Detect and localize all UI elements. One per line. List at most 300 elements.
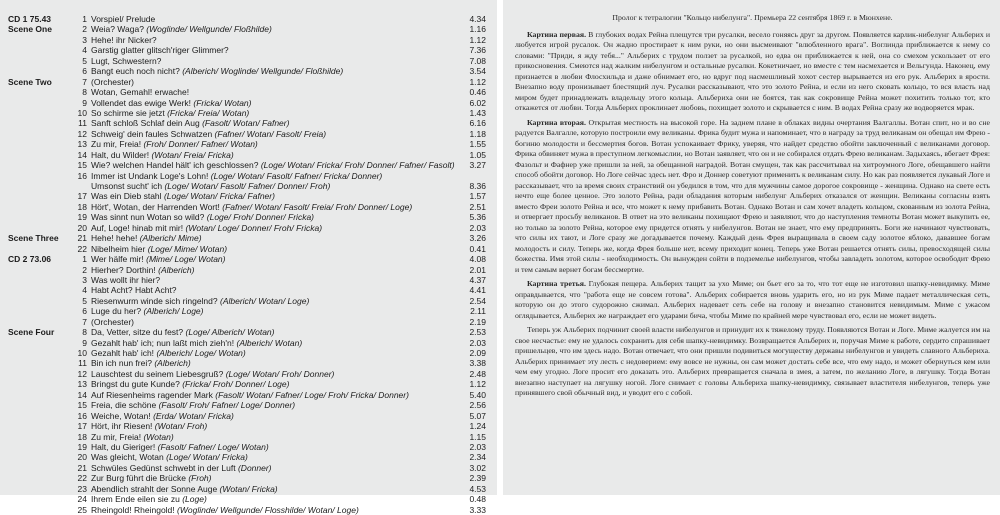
track-number: 20 (77, 452, 87, 463)
track-title-wrap (91, 56, 161, 66)
track-number: 3 (82, 34, 87, 45)
track-row (8, 233, 486, 243)
track-title-wrap (91, 358, 191, 368)
track-roles: (Wotan/ Fricka) (219, 483, 278, 494)
track-title: Bringst du gute Kunde? (91, 379, 180, 390)
scene-heading: Картина третья. (527, 279, 586, 288)
track-number: 3 (82, 274, 87, 285)
track-number: 1 (82, 14, 87, 24)
track-roles: (Loge/ Wotan/ Fricka/ Froh/ Donner/ Fafner/ Fasolt) (260, 160, 455, 171)
track-row (8, 87, 486, 97)
track-number: 14 (77, 149, 87, 160)
track-title-wrap (91, 108, 249, 118)
track-roles: (Froh/ Donner/ Fafner/ Wotan) (143, 139, 258, 150)
track-row (8, 390, 486, 400)
track-title-wrap (91, 77, 134, 87)
track-number: 16 (77, 170, 87, 181)
track-duration: 2.54 (469, 295, 486, 306)
track-duration: 2.19 (469, 316, 486, 327)
track-roles: (Wotan/ Froh) (154, 421, 208, 432)
track-row (8, 24, 486, 34)
track-title-wrap (91, 505, 359, 515)
track-number: 5 (82, 295, 87, 306)
track-number: 10 (77, 107, 87, 118)
track-number: 7 (82, 316, 87, 327)
track-row (8, 473, 486, 483)
track-title-wrap (91, 171, 382, 181)
track-roles: (Fricka/ Froh/ Donner/ Loge) (182, 379, 290, 390)
track-title: Hehe! hehe! (91, 233, 138, 244)
section-label (8, 24, 70, 34)
track-row (8, 285, 486, 295)
track-title: Abendlich strahlt der Sonne Auge (91, 483, 218, 494)
synopsis-paragraph (515, 279, 990, 321)
track-title: Umsonst sucht' ich (91, 181, 163, 191)
track-roles: (Fricka/ Wotan) (193, 97, 252, 108)
track-title: (Orchester) (91, 316, 134, 327)
track-title: Wie? welchen Handel hält' ich geschlossen? (91, 160, 259, 171)
track-title-wrap (91, 45, 229, 55)
cd-duration: 75.43 (29, 14, 52, 24)
track-row (8, 505, 486, 515)
track-title-wrap (91, 390, 409, 400)
track-title: Was wollt ihr hier? (91, 274, 161, 285)
track-number: 20 (77, 222, 87, 233)
track-row (8, 56, 486, 66)
track-number: 5 (82, 55, 87, 66)
track-number: 19 (77, 441, 87, 452)
track-number: 11 (78, 358, 87, 369)
track-title: Was ein Dieb stahl (91, 191, 162, 202)
track-title-wrap (91, 400, 295, 410)
track-row (8, 45, 486, 55)
track-row (8, 77, 486, 87)
track-duration: 0.41 (469, 243, 486, 254)
track-roles: (Alberich) (154, 358, 191, 369)
track-roles: (Alberich) (158, 264, 195, 275)
track-roles: (Wotan/ Freia/ Fricka) (151, 149, 234, 160)
section-label (8, 14, 70, 24)
track-number: 24 (77, 494, 87, 505)
track-row (8, 191, 486, 201)
track-row (8, 338, 486, 348)
track-number: 8 (82, 327, 87, 338)
track-title-wrap (91, 202, 412, 212)
track-duration: 3.27 (469, 160, 486, 171)
track-title: Gezahlt hab' ich; nun laßt mich zieh'n! (91, 337, 235, 348)
track-row (8, 139, 486, 149)
track-title-wrap (91, 14, 155, 24)
track-title-wrap (91, 129, 326, 139)
track-roles: (Alberich/ Woglinde/ Wellgunde/ Floßhilde) (182, 66, 344, 77)
track-title: Wer hälfe mir! (91, 254, 144, 265)
track-number: 15 (77, 160, 87, 171)
track-title: (Orchester) (91, 76, 134, 87)
track-duration: 1.55 (469, 139, 486, 150)
track-duration: 4.08 (469, 254, 486, 265)
track-row (8, 254, 486, 264)
track-roles: (Loge/ Alberich/ Wotan) (185, 327, 275, 338)
track-roles: (Fasolt/ Froh/ Fafner/ Loge/ Donner) (158, 400, 296, 411)
track-duration: 3.02 (469, 462, 486, 473)
track-title: Was gleicht, Wotan (91, 452, 164, 463)
track-title-wrap (91, 275, 160, 285)
track-roles: (Wotan/ Loge/ Donner/ Froh/ Fricka) (185, 222, 323, 233)
track-row (8, 432, 486, 442)
track-row (8, 275, 486, 285)
track-roles: (Fafner/ Wotan/ Fasolt/ Freia) (214, 128, 327, 139)
track-roles: (Fasolt/ Wotan/ Fafner) (202, 118, 290, 129)
track-roles: (Loge/ Wotan/ Fricka/ Fafner) (163, 191, 275, 202)
track-title: Immer ist Undank Loge's Lohn! (91, 170, 209, 181)
track-number: 13 (77, 379, 87, 390)
track-title-wrap (91, 463, 272, 473)
track-roles: (Loge/ Mime/ Wotan) (147, 243, 228, 254)
track-roles: (Woglinde/ Wellgunde/ Floßhilde) (146, 24, 272, 35)
track-row (8, 223, 486, 233)
track-title-wrap (91, 306, 204, 316)
track-duration: 2.01 (469, 264, 486, 275)
track-title-wrap (91, 494, 207, 504)
track-title-wrap (91, 338, 302, 348)
paragraph-text: В глубоких водах Рейна плещутся три русалки, весело гоняясь друг за другом. Появляется карлик-нибелунг Альберих и любуется игрой русалок. Он жадно простирает к ним руки, но они высмеивают "влюбленного врага". Воглинда приближается к нему со словами: "Приди, я жду тебя..." Альберих с трудом ползет за русалкой, но едва он приближается к ней, она со смехом ускользает от его прикосновения. Смеются над жалким нибелунгом и остальные русалки. Кокетничает, но вместе с тем насмехается и Вельгунда. Наконец, ему признается в любви Флосхильда и даже обнимает его, но вдруг под насмешливый хохот сестер вырывается из его рук. Альберих в ярости. Внезапно воду пронизывает блестящий луч. Русалки рассказывают, что это золото Рейна, и если из него сковать кольцо, то вся власть над миром будет принадлежать владельцу этого кольца. Альбериха они не боятся, так как сокровище Рейна может похитить только тот, кто откажется от любви. Тогда Альберих проклинает любовь, похищает золото и скрывается с ним. В водах Рейна сразу же водворяется мрак. (515, 29, 990, 112)
track-title: Wotan, Gemahl! erwache! (91, 87, 190, 98)
track-row (8, 98, 486, 108)
track-roles: (Alberich/ Mime) (139, 233, 202, 244)
track-title-wrap (91, 35, 157, 45)
track-roles: (Froh) (188, 473, 212, 484)
track-title-wrap (91, 317, 134, 327)
track-row (8, 296, 486, 306)
track-roles: (Loge/ Wotan/ Fricka) (166, 452, 248, 463)
track-duration: 4.34 (469, 14, 486, 24)
track-title: Halt, du Wilder! (91, 149, 150, 160)
track-duration: 2.48 (469, 368, 486, 379)
track-row (8, 108, 486, 118)
track-duration: 1.05 (469, 149, 486, 160)
track-row (8, 202, 486, 212)
track-duration: 5.40 (469, 389, 486, 400)
track-duration: 4.37 (469, 274, 486, 285)
track-number: 18 (77, 201, 87, 212)
track-title-wrap (91, 285, 177, 295)
track-duration: 1.24 (469, 421, 486, 432)
track-row (8, 150, 486, 160)
track-duration: 4.53 (469, 483, 486, 494)
track-duration: 2.11 (470, 306, 486, 317)
track-title: Weiche, Wotan! (91, 410, 151, 421)
scene-heading: Картина вторая. (527, 117, 586, 127)
track-number: 21 (77, 233, 87, 244)
track-duration: 2.34 (469, 452, 486, 463)
track-row (8, 463, 486, 473)
track-title-wrap (91, 87, 189, 97)
track-duration: 1.16 (469, 24, 486, 35)
track-row (8, 306, 486, 316)
track-row (8, 66, 486, 76)
track-roles: (Woglinde/ Wellgunde/ Flosshilde/ Wotan/ Loge) (177, 504, 359, 515)
track-number: 10 (77, 348, 87, 358)
track-row (8, 421, 486, 431)
synopsis-paragraph (515, 118, 990, 276)
track-duration: 7.36 (469, 45, 486, 56)
track-title: Hehe! ihr Nicker? (91, 34, 157, 45)
track-duration: 1.57 (469, 191, 486, 202)
synopsis-paragraph (515, 30, 990, 114)
track-row (8, 379, 486, 389)
track-title-wrap (91, 484, 278, 494)
track-title: Lugt, Schwestern? (91, 55, 162, 66)
paragraph-text: Глубокая пещера. Альберих тащит за ухо Миме; он бьет его за то, что тот еще не изготовил шапку-невидимку. Миме оправдывается, что "работа еще не совсем готова". Альберих собирается вновь ударить его, но из рук Миме падает металлическая сеть, которую он до этого судорожно сжимал. Альберих надевает сеть себе на голову и внезапно становится невидимым. Миме с ужасом оглядывается, Альберих же награждает его ударами бича, чтобы Миме по крайней мере чувствовал его, если не может видеть. (515, 279, 991, 320)
track-row (8, 400, 486, 410)
track-title: Luge du her? (91, 306, 142, 317)
track-row (8, 212, 486, 222)
track-number: 13 (77, 139, 87, 150)
track-title-wrap (91, 369, 334, 379)
track-title: Hört', Wotan, der Harrenden Wort! (91, 201, 220, 212)
track-title: Gezahlt hab' ich! (91, 348, 155, 358)
track-title-wrap (91, 473, 211, 483)
track-duration: 1.18 (469, 128, 486, 139)
track-title: Zu mir, Freia! (91, 139, 142, 150)
tracklist-page (0, 0, 497, 515)
track-title: Auf, Loge! hinab mit mir! (91, 222, 184, 233)
section-name: Scene Three (8, 233, 59, 244)
track-title: Halt, du Gieriger! (91, 441, 156, 452)
track-number: 19 (77, 212, 87, 223)
track-title-wrap (91, 296, 309, 306)
track-number: 4 (82, 45, 87, 56)
track-duration: 1.12 (469, 76, 486, 87)
track-number: 22 (77, 243, 87, 254)
cd-duration: 73.06 (29, 254, 52, 265)
track-duration: 5.07 (469, 410, 486, 421)
track-title-wrap (91, 66, 343, 76)
track-title: Schwüles Gedünst schwebt in der Luft (91, 462, 236, 473)
scene-heading: Картина первая. (527, 29, 587, 39)
track-title-wrap (91, 244, 227, 254)
section-name: CD 1 (8, 14, 28, 24)
track-row (8, 484, 486, 494)
track-row (8, 369, 486, 379)
track-duration: 3.26 (469, 233, 486, 244)
section-label (8, 254, 70, 264)
track-title-wrap (91, 212, 314, 222)
track-duration: 6.16 (469, 118, 486, 129)
track-title: Zur Burg führt die Brücke (91, 473, 186, 484)
paragraph-text: Теперь уж Альберих подчинит своей власти нибелунгов и принудит их к тяжелому труду. Появляются Вотан и Логе. Миме жалуется им на свое несчастье: ему не удалось сохранить для себя шапку-невидимку. Возвращается Альберих и, поручая Миме к работе, сердито спрашивает пришельцев, что им здесь надо. Вотан отвечает, что они пришли подивиться могуществу державы нибелунгов и увидеть славного Альбериха. Альберих принимает эту лесть с недоверием: ему вовсе не нужны, он сам может достать себе все, что ему надо, и может обернуться кем или чем ему угодно. Логе просит его доказать это. Альберих превращается сначала в змея, а затем, по желанию Логе, в лягушку. Тогда Вотан внезапно наступает на лягушку ногой. Логе снимает с головы Альбериха шапку-невидимку, связывает властителя нибелунгов, теперь уже принявшего свой обычный вид, и уводит его с собой. (515, 325, 990, 397)
track-title-wrap (91, 150, 234, 160)
track-title-wrap (91, 139, 258, 149)
track-duration: 2.03 (469, 337, 486, 348)
track-duration: 6.02 (469, 97, 486, 108)
synopsis-body (515, 30, 990, 399)
track-duration: 2.03 (469, 222, 486, 233)
section-label (8, 77, 70, 87)
track-title: Vollendet das ewige Werk! (91, 97, 192, 108)
track-duration: 2.51 (469, 201, 486, 212)
track-title: Da, Vetter, sitze du fest? (91, 327, 184, 338)
track-title: Bin ich nun frei? (91, 358, 152, 369)
track-duration: 2.56 (469, 400, 486, 411)
track-number: 17 (77, 421, 87, 432)
track-row (8, 118, 486, 128)
track-duration: 2.39 (469, 473, 486, 484)
track-title-wrap (91, 421, 207, 431)
track-title-wrap (91, 327, 275, 337)
section-name: Scene Four (8, 327, 55, 338)
track-row (8, 442, 486, 452)
track-roles: (Loge/ Froh/ Donner/ Fricka) (206, 212, 314, 223)
track-title-wrap (91, 265, 194, 275)
track-roles: (Erda/ Wotan/ Fricka) (153, 410, 234, 421)
track-title-wrap (91, 191, 275, 201)
track-title-wrap (91, 160, 455, 170)
track-number: 7 (82, 76, 87, 87)
track-title-wrap (91, 181, 330, 191)
track-duration: 1.43 (469, 107, 486, 118)
track-title: Lauschtest du seinem Liebesgruß? (91, 368, 224, 379)
track-roles: (Wotan) (143, 431, 174, 442)
track-number: 2 (82, 24, 87, 35)
track-roles: (Fasolt/ Wotan/ Fafner/ Loge/ Froh/ Fricka/ Donner) (215, 389, 409, 400)
track-number: 1 (82, 254, 87, 265)
track-title: Sanft schloß Schlaf dein Aug (91, 118, 200, 129)
track-roles: (Alberich/ Wotan) (236, 337, 303, 348)
track-title: Was sinnt nun Wotan so wild? (91, 212, 205, 223)
track-duration: 1.12 (469, 34, 486, 45)
track-title-wrap (91, 442, 269, 452)
track-title: Garstig glatter glitsch'riger Glimmer? (91, 45, 229, 56)
track-title: Nibelheim hier (91, 243, 146, 254)
track-number: 12 (77, 128, 87, 139)
section-name: CD 2 (8, 254, 28, 265)
track-title: Rheingold! Rheingold! (91, 504, 175, 515)
track-title-wrap (91, 411, 234, 421)
track-title-wrap (91, 233, 202, 243)
track-number: 14 (77, 389, 87, 400)
tracklist (8, 14, 486, 515)
track-duration: 7.08 (469, 55, 486, 66)
track-number: 18 (77, 431, 87, 442)
track-title: Habt Acht? Habt Acht? (91, 285, 177, 296)
track-title-wrap (91, 254, 226, 264)
track-title: Zu mir, Freia! (91, 431, 142, 442)
track-roles: (Alberich/ Wotan/ Loge) (220, 295, 310, 306)
track-roles: (Fafner/ Wotan/ Fasolt/ Freia/ Froh/ Donner/ Loge) (222, 201, 413, 212)
track-duration: 2.03 (469, 441, 486, 452)
track-roles: (Loge) (182, 494, 207, 505)
track-number: 9 (82, 337, 87, 348)
section-name: Scene One (8, 24, 52, 35)
synopsis-intro: Пролог к тетралогии "Кольцо нибелунга". Премьера 22 сентября 1869 г. в Мюнхене. (612, 13, 893, 22)
track-duration: 3.33 (469, 504, 486, 515)
track-title-wrap (91, 452, 248, 462)
track-number: 16 (77, 410, 87, 421)
track-duration: 0.48 (469, 494, 486, 505)
track-roles: (Loge/ Wotan/ Fasolt/ Fafner/ Fricka/ Donner) (210, 170, 383, 181)
track-title: Riesenwurm winde sich ringelnd? (91, 295, 218, 306)
track-number: 11 (78, 118, 87, 129)
track-duration: 8.36 (469, 181, 486, 191)
track-title: Bangt euch noch nicht? (91, 66, 180, 77)
track-number: 15 (77, 400, 87, 411)
track-roles: (Loge/ Wotan/ Froh/ Donner) (225, 368, 335, 379)
track-number: 17 (77, 191, 87, 202)
track-row (8, 160, 486, 170)
track-roles: (Alberich/ Loge) (143, 306, 204, 317)
track-title: Ihrem Ende eilen sie zu (91, 494, 180, 505)
track-roles: (Loge/ Wotan/ Fasolt/ Fafner/ Donner/ Froh) (164, 181, 331, 191)
track-row (8, 35, 486, 45)
track-title: Hört, ihr Riesen! (91, 421, 153, 432)
track-number: 9 (82, 97, 87, 108)
track-number: 23 (77, 483, 87, 494)
track-title: So schirme sie jetzt (91, 107, 165, 118)
track-title-wrap (91, 432, 174, 442)
track-row (8, 14, 486, 24)
track-duration: 3.38 (469, 358, 486, 369)
section-name: Scene Two (8, 76, 52, 87)
track-roles: (Donner) (237, 462, 272, 473)
track-title: Vorspiel/ Prelude (91, 14, 156, 24)
track-roles: (Alberich/ Loge/ Wotan) (156, 348, 246, 358)
track-number: 22 (77, 473, 87, 484)
track-row (8, 452, 486, 462)
track-duration: 2.09 (469, 348, 486, 358)
track-title: Weia? Waga? (91, 24, 144, 35)
synopsis-page (503, 0, 1000, 495)
track-number: 12 (77, 368, 87, 379)
track-duration: 0.46 (469, 87, 486, 98)
synopsis-paragraph (515, 325, 990, 399)
track-title-wrap (91, 118, 289, 128)
track-duration: 1.12 (469, 379, 486, 390)
track-row (8, 265, 486, 275)
synopsis (515, 13, 990, 403)
track-row (8, 411, 486, 421)
track-row (8, 327, 486, 337)
track-title-wrap (91, 24, 272, 34)
track-roles: (Fricka/ Freia/ Wotan) (167, 107, 250, 118)
track-number: 21 (77, 462, 87, 473)
track-title: Auf Riesenheims ragender Mark (91, 389, 213, 400)
track-number: 2 (82, 264, 87, 275)
track-row (8, 494, 486, 504)
section-label (8, 233, 70, 243)
track-number: 6 (82, 66, 87, 77)
track-duration: 2.53 (469, 327, 486, 338)
track-duration: 5.36 (469, 212, 486, 223)
track-row (8, 181, 486, 191)
track-row (8, 129, 486, 139)
track-row (8, 358, 486, 368)
track-number: 25 (77, 504, 87, 515)
track-duration: 1.15 (469, 431, 486, 442)
track-title: Freia, die schöne (91, 400, 157, 411)
track-title: Hierher? Dorthin! (91, 264, 156, 275)
track-number: 8 (82, 87, 87, 98)
track-row (8, 171, 486, 181)
track-title-wrap (91, 98, 251, 108)
track-row (8, 348, 486, 358)
paragraph-text: Открытая местность на высокой горе. На заднем плане в облаках видны очертания Валгаллы. Вотан спит, но и во сне радуется Валгалле, которую построили ему великаны. Фрика будит мужа и напоминает, что в награду за труд великанам он обещал им Фрею - богиню молодости и бессмертия богов. Вотан успокаивает Фрику, уверяя, что найдет средство обойти заключенный с великанами договор. Фрика обвиняет мужа в преступном легкомыслии, но Вотан заявляет, что он и не собирался отдать Фрею великанам. Задыхаясь, вбегает Фрея: Фазольт и Фафнер уже пришли за ней, за обещанной наградой. Вотан смущен, так как рассчитывал на хитроумного Логе, обещавшего найти способ обойти договор. Но Логе сейчас здесь нет. Фро и Доннер советуют применить к великанам силу. Но как раз появляется лукавый Логе и рассказывает, что за время своих странствий он убедился в том, что для мужчины самое дорогое сокровище - женщина. Однако на свете есть нечто еще более ценное. Это золото Рейна, ради обладания которым нибелунг Альберих отказался от женщин. Великаны согласны взять вместо Фреи золото Рейна и все, что может к нему прибавить Вотан. Однако Вотан и сам хочет владеть кольцом, скованным из золота Рейна, и отвергает просьбу великанов. В ответ на это великаны похищают Фрею и заявляют, что до наступления темноты Вотан может выкупить ее, но только за золото Рейна, которое ему придется отнять у нибелунгов. Вотан не знает, что ему предпринять. Боги же начинают чувствовать, что силы их тают, и Логе сразу же догадывается почему. Каждый день Фрея выращивала в своем саду золотое яблоко, дававшее богам молодость и силу. Теперь же, когда Фрея больше нет, всему приходит конец. Теперь уже Вотан решается отнять силы, превосходящей силы божества. Имя этой силы - необходимость. Он вынужден сойти в подземелье нибелунгов, чтобы завладеть золотом, которое освободит Фрею и тем самым вернет богам бессмертие. (515, 117, 990, 274)
track-number: 6 (82, 306, 87, 317)
track-title-wrap (91, 223, 322, 233)
section-label (8, 327, 70, 337)
track-row (8, 317, 486, 327)
track-roles: (Mime/ Loge/ Wotan) (146, 254, 226, 265)
